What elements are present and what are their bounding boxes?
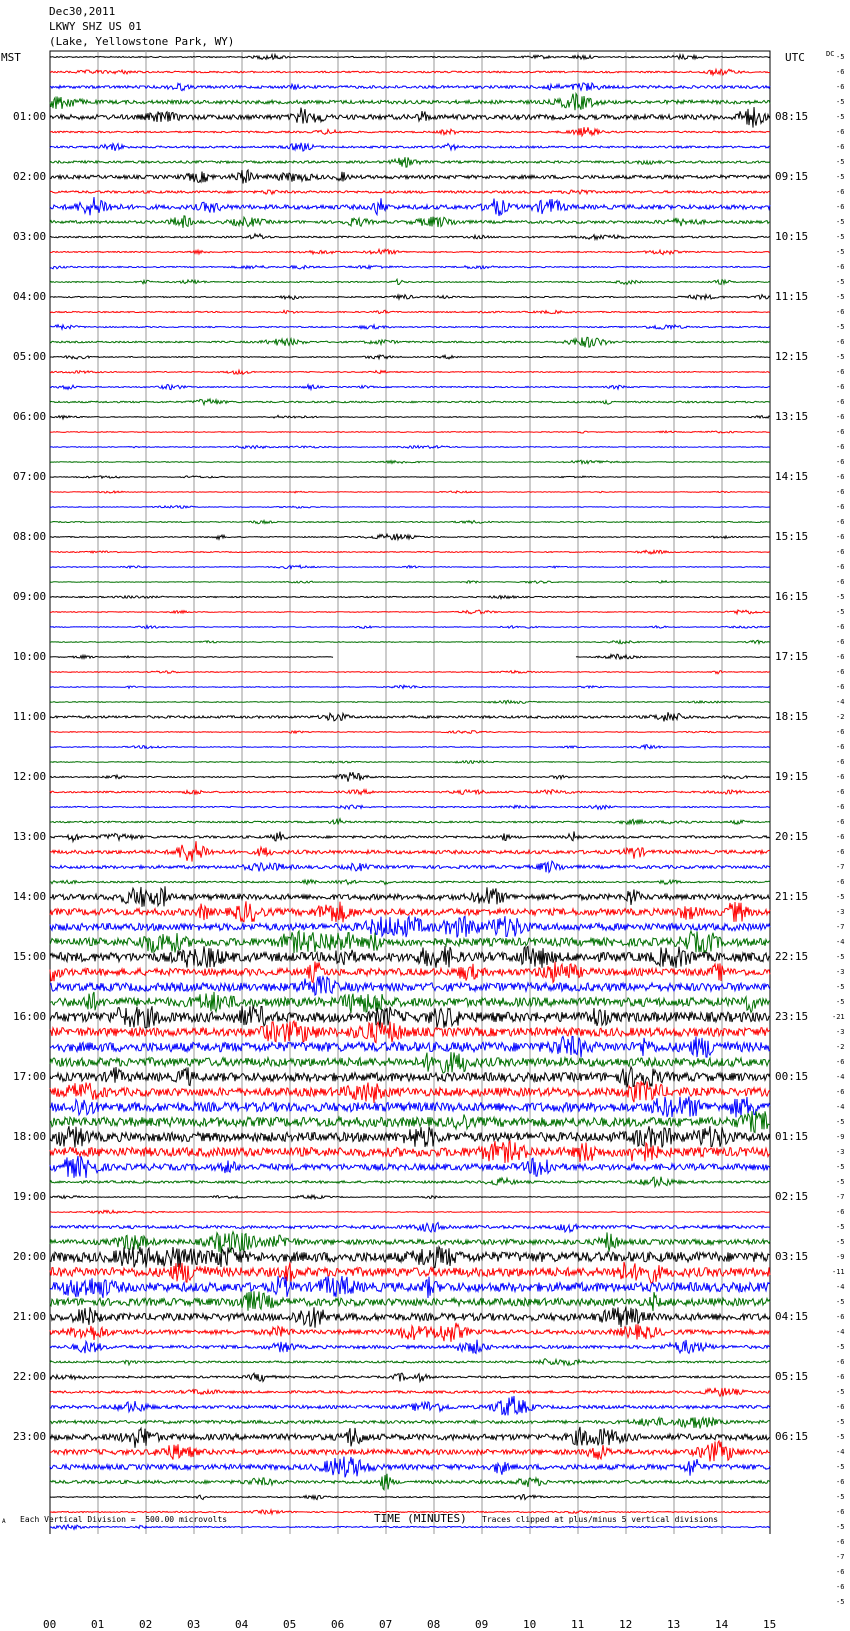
time-label-left: 13:00 [13,830,47,843]
dc-offset-label: -5 [836,158,845,166]
x-tick-label: 01 [91,1618,105,1631]
dc-offset-label: -6 [836,668,845,676]
trace-row-37 [50,610,770,614]
header-date: Dec30,2011 [49,5,116,18]
dc-offset-label: -7 [836,923,845,931]
dc-offset-label: -5 [836,1118,845,1126]
dc-offset-label: -6 [836,563,845,571]
dc-offset-label: -6 [836,788,845,796]
dc-offset-label: -5 [836,248,845,256]
dc-offset-label: -5 [836,1388,845,1396]
dc-offset-label: -5 [836,53,845,61]
trace-row-75 [50,1177,770,1187]
time-label-left: 23:00 [13,1430,47,1443]
trace-row-4 [50,107,770,128]
time-label-left: 15:00 [13,950,47,963]
dc-offset-label: -5 [836,608,845,616]
time-label-right: 22:15 [775,950,809,963]
trace-row-52 [50,831,770,841]
dc-offset-label: -6 [836,548,845,556]
x-tick-label: 09 [475,1618,489,1631]
trace-row-14 [50,265,770,269]
trace-row-7 [50,157,770,167]
dc-offset-label: -6 [836,773,845,781]
dc-offset-label: -6 [836,818,845,826]
dc-offset-label: -6 [836,848,845,856]
trace-row-79 [50,1232,770,1253]
trace-row-22 [50,385,770,390]
dc-offset-label: -5 [836,1523,845,1531]
time-label-right: 15:15 [775,530,809,543]
trace-row-28 [50,476,770,478]
time-label-left: 16:00 [13,1010,47,1023]
time-label-right: 02:15 [775,1190,809,1203]
dc-offset-label: -6 [836,308,845,316]
trace-row-35 [50,581,770,584]
scale-note: Each Vertical Division = 500.00 microvolts [20,1515,228,1524]
plot-frame [50,51,770,1534]
trace-row-49 [50,790,770,795]
trace-row-21 [50,370,770,374]
trace-row-84 [50,1307,770,1328]
time-label-left: 12:00 [13,770,47,783]
dc-offset-label: -4 [836,1328,845,1336]
dc-offset-label: -5 [836,113,845,121]
time-label-right: 10:15 [775,230,809,243]
time-label-left: 11:00 [13,710,47,723]
dc-offset-label: -3 [836,968,845,976]
trace-row-64 [50,1006,770,1028]
dc-offset-label: -6 [836,143,845,151]
trace-row-39 [50,640,770,643]
time-label-left: 17:00 [13,1070,47,1083]
time-label-right: 05:15 [775,1370,809,1383]
time-label-right: 17:15 [775,650,809,663]
trace-row-98 [50,1525,770,1530]
timezone-right-label: UTC [785,51,805,64]
trace-row-12 [50,234,770,240]
dc-offset-label: -6 [836,518,845,526]
dc-offset-label: -6 [836,413,845,421]
dc-offset-label: -6 [836,1538,845,1546]
seismogram-traces [50,55,770,1535]
time-label-right: 09:15 [775,170,809,183]
time-label-left: 21:00 [13,1310,47,1323]
dc-offset-label: -5 [836,323,845,331]
dc-offset-label: -3 [836,1028,845,1036]
dc-offset-label: -6 [836,443,845,451]
time-label-left: 08:00 [13,530,47,543]
x-tick-label: 02 [139,1618,153,1631]
dc-offset-label: -21 [832,1013,845,1021]
x-tick-label: 10 [523,1618,537,1631]
dc-offset-label: -6 [836,1583,845,1591]
trace-row-46 [50,745,770,749]
header-station: LKWY SHZ US 01 [49,20,142,33]
time-label-right: 14:15 [775,470,809,483]
dc-offset-label: -7 [836,1553,845,1561]
dc-offset-label: -5 [836,1238,845,1246]
dc-offset-label: -6 [836,743,845,751]
trace-row-83 [50,1291,770,1311]
dc-offset-label: -5 [836,293,845,301]
dc-offset-label: -6 [836,503,845,511]
dc-offset-label: -6 [836,428,845,436]
trace-row-63 [50,992,770,1013]
trace-row-38 [50,626,770,629]
trace-row-40 [50,654,770,659]
trace-row-62 [50,976,770,995]
time-label-right: 01:15 [775,1130,809,1143]
trace-row-48 [50,772,770,781]
dc-offset-label: -6 [836,263,845,271]
dc-offset-label: -4 [836,1073,845,1081]
x-tick-label: 15 [763,1618,777,1631]
x-tick-label: 04 [235,1618,249,1631]
trace-row-1 [50,69,770,75]
dc-offset-label: -6 [836,1373,845,1381]
dc-offset-label: -6 [836,638,845,646]
time-label-right: 11:15 [775,290,809,303]
trace-row-13 [50,249,770,254]
trace-row-76 [50,1195,770,1199]
time-label-right: 18:15 [775,710,809,723]
dc-offset-label: -6 [836,1208,845,1216]
dc-offset-label: -5 [836,233,845,241]
trace-row-67 [50,1052,770,1073]
trace-row-18 [50,325,770,329]
trace-row-17 [50,310,770,313]
dc-offset-label: -4 [836,938,845,946]
trace-row-47 [50,761,770,764]
time-label-right: 12:15 [775,350,809,363]
x-tick-label: 00 [43,1618,57,1631]
dc-offset-label: -6 [836,878,845,886]
time-label-left: 19:00 [13,1190,47,1203]
trace-row-25 [50,431,770,433]
x-tick-label: 05 [283,1618,297,1631]
trace-row-56 [50,886,770,907]
dc-offset-label: -3 [836,1148,845,1156]
dc-offset-label: -5 [836,593,845,601]
time-label-left: 22:00 [13,1370,47,1383]
time-label-left: 06:00 [13,410,47,423]
dc-offset-label: -5 [836,218,845,226]
trace-row-34 [50,565,770,568]
header-location: (Lake, Yellowstone Park, WY) [49,35,235,48]
dc-offset-label: -6 [836,533,845,541]
trace-row-42 [50,685,770,688]
dc-offset-label: -6 [836,803,845,811]
trace-row-9 [50,190,770,194]
x-tick-label: 11 [571,1618,585,1631]
corner-mark: A [2,1518,6,1525]
dc-offset-label: -5 [836,1163,845,1171]
dc-offset-label: -5 [836,98,845,106]
trace-row-61 [50,962,770,983]
dc-offset-label: -6 [836,128,845,136]
trace-row-11 [50,216,770,228]
dc-offset-label: -6 [836,1478,845,1486]
dc-offset-label: -6 [836,683,845,691]
time-label-right: 19:15 [775,770,809,783]
dc-offset-label: -4 [836,1448,845,1456]
clip-note: Traces clipped at plus/minus 5 vertical divisions [482,1515,719,1524]
trace-row-53 [50,841,770,861]
time-label-left: 20:00 [13,1250,47,1263]
trace-row-89 [50,1388,770,1397]
trace-row-33 [50,550,770,554]
trace-row-77 [50,1210,770,1213]
x-axis-title: TIME (MINUTES) [374,1512,467,1525]
trace-row-93 [50,1441,770,1461]
x-tick-label: 07 [379,1618,393,1631]
trace-row-30 [50,506,770,508]
dc-offset-label: -5 [836,1223,845,1231]
dc-offset-label: -5 [836,353,845,361]
trace-row-3 [50,94,770,111]
dc-offset-label: -6 [836,488,845,496]
dc-offset-label: -6 [836,383,845,391]
dc-offset-label: -5 [836,173,845,181]
dc-offset-label: -6 [836,653,845,661]
trace-row-5 [50,127,770,136]
trace-row-43 [50,700,770,703]
x-tick-label: 12 [619,1618,633,1631]
trace-row-91 [50,1417,770,1428]
dc-offset-label: -2 [836,1043,845,1051]
trace-row-2 [50,83,770,91]
trace-row-8 [50,170,770,184]
trace-row-66 [50,1036,770,1057]
time-label-left: 09:00 [13,590,47,603]
trace-row-23 [50,399,770,405]
dc-offset-label: -6 [836,1058,845,1066]
time-label-right: 04:15 [775,1310,809,1323]
dc-offset-label: -3 [836,908,845,916]
dc-offset-label: -5 [836,1343,845,1351]
trace-row-68 [50,1067,770,1088]
time-label-right: 06:15 [775,1430,809,1443]
dc-offset-label: -5 [836,1418,845,1426]
trace-row-55 [50,880,770,885]
dc-offset-label: -6 [836,398,845,406]
time-label-right: 00:15 [775,1070,809,1083]
dc-offset-label: -6 [836,1358,845,1366]
trace-row-58 [50,916,770,937]
dc-offset-label: -9 [836,1253,845,1261]
dc-offset-label: -11 [832,1268,845,1276]
dc-offset-label: -9 [836,1133,845,1141]
dc-offset-label: -6 [836,1568,845,1576]
trace-row-10 [50,197,770,216]
dc-offset-label: -5 [836,1493,845,1501]
trace-row-36 [50,596,770,599]
dc-offset-label: -4 [836,1283,845,1291]
trace-row-72 [50,1126,770,1148]
dc-offset-label: -6 [836,203,845,211]
x-tick-label: 03 [187,1618,201,1631]
time-label-left: 04:00 [13,290,47,303]
trace-row-86 [50,1340,770,1354]
trace-row-88 [50,1373,770,1381]
x-tick-label: 06 [331,1618,345,1631]
time-label-left: 01:00 [13,110,47,123]
dc-offset-label: -6 [836,473,845,481]
time-label-right: 20:15 [775,830,809,843]
time-label-left: 05:00 [13,350,47,363]
trace-row-65 [50,1021,770,1043]
x-tick-label: 13 [667,1618,681,1631]
x-tick-label: 14 [715,1618,729,1631]
trace-row-92 [50,1427,770,1448]
trace-row-15 [50,279,770,284]
dc-offset-label: -6 [836,758,845,766]
time-label-right: 23:15 [775,1010,809,1023]
trace-row-41 [50,671,770,674]
trace-row-50 [50,805,770,809]
dc-offset-label: -6 [836,1508,845,1516]
dc-offset-label: -6 [836,368,845,376]
trace-row-80 [50,1247,770,1268]
trace-row-6 [50,143,770,151]
dc-offset-label: -6 [836,68,845,76]
trace-row-45 [50,731,770,734]
time-label-right: 03:15 [775,1250,809,1263]
dc-offset-label: -4 [836,698,845,706]
trace-row-29 [50,491,770,493]
dc-offset-label: -2 [836,713,845,721]
time-label-right: 13:15 [775,410,809,423]
trace-row-95 [50,1474,770,1490]
time-label-right: 08:15 [775,110,809,123]
dc-label: DC [826,50,835,58]
dc-offset-label: -6 [836,728,845,736]
trace-row-51 [50,819,770,825]
trace-row-19 [50,337,770,347]
time-label-left: 14:00 [13,890,47,903]
trace-row-90 [50,1396,770,1415]
trace-row-54 [50,861,770,872]
trace-row-59 [50,931,770,953]
dc-offset-label: -5 [836,953,845,961]
trace-row-94 [50,1457,770,1478]
trace-row-69 [50,1081,770,1103]
dc-offset-label: -5 [836,1463,845,1471]
dc-offset-label: -5 [836,893,845,901]
trace-row-24 [50,415,770,419]
trace-row-32 [50,534,770,540]
time-label-left: 02:00 [13,170,47,183]
trace-row-44 [50,712,770,721]
trace-row-82 [50,1276,770,1298]
time-label-left: 18:00 [13,1130,47,1143]
time-label-left: 03:00 [13,230,47,243]
time-label-right: 21:15 [775,890,809,903]
trace-row-27 [50,460,770,463]
trace-row-26 [50,446,770,449]
dc-offset-label: -6 [836,578,845,586]
dc-offset-label: -6 [836,188,845,196]
dc-offset-label: -6 [836,1403,845,1411]
dc-offset-label: -5 [836,1598,845,1606]
dc-offset-label: -6 [836,338,845,346]
trace-row-31 [50,521,770,524]
trace-row-0 [50,55,770,60]
plot-grid [50,51,770,1534]
dc-offset-label: -6 [836,83,845,91]
dc-offset-label: -5 [836,1178,845,1186]
trace-row-70 [50,1096,770,1117]
dc-offset-label: -7 [836,1193,845,1201]
dc-offset-label: -6 [836,458,845,466]
time-label-left: 10:00 [13,650,47,663]
dc-offset-label: -5 [836,278,845,286]
time-label-right: 16:15 [775,590,809,603]
time-label-left: 07:00 [13,470,47,483]
dc-offset-label: -5 [836,983,845,991]
trace-row-74 [50,1156,770,1178]
dc-offset-label: -5 [836,998,845,1006]
dc-offset-label: -6 [836,1313,845,1321]
trace-row-16 [50,295,770,300]
dc-offset-label: -6 [836,1088,845,1096]
dc-offset-label: -6 [836,623,845,631]
dc-offset-label: -4 [836,1103,845,1111]
timezone-left-label: MST [1,51,21,64]
trace-row-20 [50,355,770,359]
dc-offset-label: -7 [836,863,845,871]
dc-offset-label: -5 [836,1298,845,1306]
dc-offset-label: -6 [836,833,845,841]
trace-row-87 [50,1359,770,1366]
trace-row-78 [50,1223,770,1233]
x-tick-label: 08 [427,1618,441,1631]
trace-row-96 [50,1495,770,1500]
dc-offset-label: -5 [836,1433,845,1441]
trace-row-85 [50,1323,770,1342]
